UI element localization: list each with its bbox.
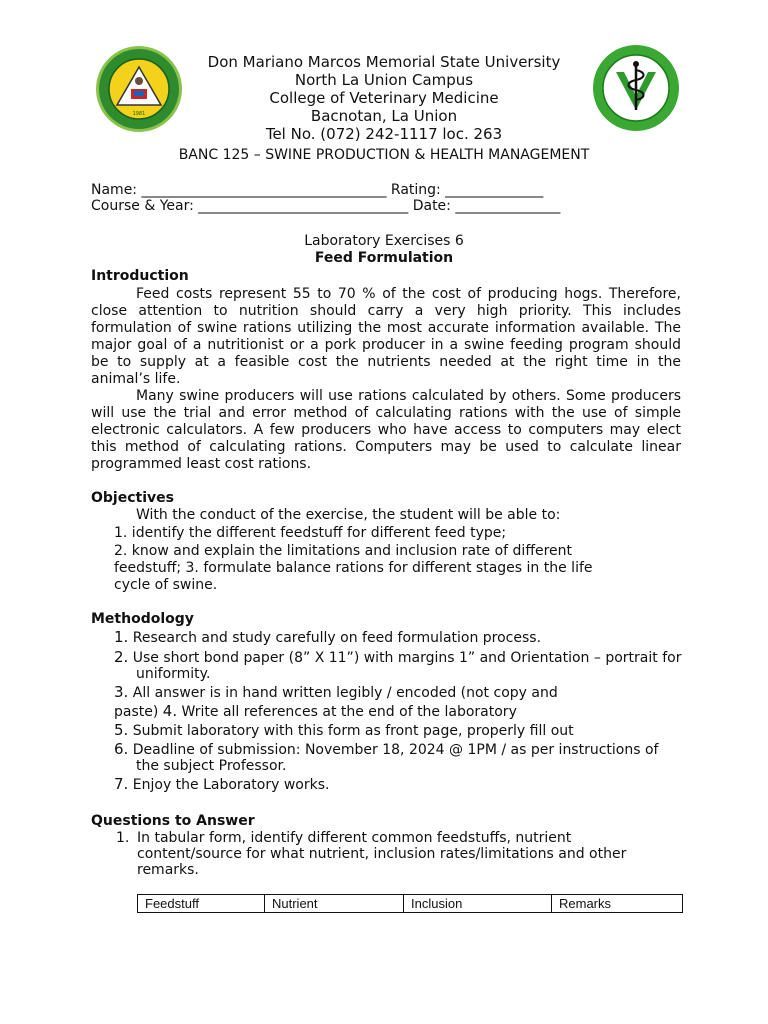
objectives-intro: With the conduct of the exercise, the student will be able to: xyxy=(136,507,561,523)
methodology-item-4 xyxy=(114,703,517,721)
question-line: remarks. xyxy=(137,862,199,878)
exercise-title: Feed Formulation xyxy=(314,250,454,266)
methodology-item-2-continued: uniformity. xyxy=(136,666,211,682)
objective-line: 2. know and explain the limitations and inclusion rate of different xyxy=(114,543,573,559)
introduction-heading: Introduction xyxy=(91,268,189,284)
table-header-cell: Inclusion xyxy=(404,895,552,913)
name-rating-field[interactable]: Name: ___________________________________ Rating: ______________ xyxy=(91,182,544,198)
introduction-paragraph-2: Many swine producers will use rations calculated by others. Some producers will use the trial and error method of calculating rations with the use of simple electronic calculators. A few producers who have access to computers may elect this method of calculating rations. Computers may be used to calculate linear programmed least cost rations. xyxy=(91,388,681,472)
methodology-item-7 xyxy=(114,776,329,794)
methodology-item-6-continued: the subject Professor. xyxy=(136,758,287,774)
item-text: Enjoy the Laboratory works. xyxy=(132,777,330,793)
methodology-item-1 xyxy=(114,629,541,647)
campus-name: North La Union Campus xyxy=(294,71,474,89)
table-header-cell: Nutrient xyxy=(265,895,404,913)
questions-heading: Questions to Answer xyxy=(91,813,255,829)
exercise-number: Laboratory Exercises 6 xyxy=(304,233,464,249)
svg-text:1981: 1981 xyxy=(132,111,146,117)
objective-line: feedstuff; 3. formulate balance rations for different stages in the life xyxy=(114,560,593,576)
item-text: Deadline of submission: November 18, 2024 @ 1PM / as per instructions of xyxy=(132,742,659,758)
table-header-cell: Remarks xyxy=(552,895,683,913)
objective-line: 1. identify the different feedstuff for different feed type; xyxy=(114,525,507,541)
item-text: All answer is in hand written legibly / encoded (not copy and xyxy=(132,685,558,701)
university-name: Don Mariano Marcos Memorial State University xyxy=(207,53,561,71)
question-number: 1. xyxy=(116,830,130,846)
methodology-heading: Methodology xyxy=(91,611,194,627)
item-number: 2. xyxy=(114,648,129,666)
feedstuff-table xyxy=(137,894,683,913)
location: Bacnotan, La Union xyxy=(310,107,458,125)
objective-line: cycle of swine. xyxy=(114,577,218,593)
item-text: Use short bond paper (8” X 11”) with margins 1” and Orientation – portrait for xyxy=(132,650,682,666)
item-prefix: paste) xyxy=(114,704,159,720)
question-line: In tabular form, identify different common feedstuffs, nutrient xyxy=(137,830,572,846)
question-line: content/source for what nutrient, inclusion rates/limitations and other xyxy=(137,846,627,862)
item-number: 7. xyxy=(114,775,129,793)
methodology-item-3 xyxy=(114,684,558,702)
course-date-field[interactable]: Course & Year: ______________________________ Date: _______________ xyxy=(91,198,561,214)
methodology-item-2 xyxy=(114,649,681,667)
item-text: Research and study carefully on feed formulation process. xyxy=(132,630,542,646)
introduction-paragraph-1: Feed costs represent 55 to 70 % of the cost of producing hogs. Therefore, close attention to nutrition should carry a very high priority. This includes formulation of swine rations utilizing the most accurate information available. The major goal of a nutritionist or a pork producer in a swine feeding program should be to supply at a feasible cost the nutrients needed at the right time in the animal’s life. xyxy=(91,286,681,387)
item-text: Submit laboratory with this form as front page, properly fill out xyxy=(132,723,574,739)
item-text: Write all references at the end of the laboratory xyxy=(181,704,517,720)
table-header-cell: Feedstuff xyxy=(138,895,265,913)
table-header-row xyxy=(138,895,683,913)
college-name: College of Veterinary Medicine xyxy=(269,89,499,107)
item-number: 4. xyxy=(162,702,178,720)
item-number: 5. xyxy=(114,721,129,739)
objectives-heading: Objectives xyxy=(91,490,174,506)
item-number: 3. xyxy=(114,683,129,701)
methodology-item-6 xyxy=(114,741,658,759)
telephone: Tel No. (072) 242-1117 loc. 263 xyxy=(265,125,503,143)
item-number: 1. xyxy=(114,628,129,646)
methodology-item-5 xyxy=(114,722,574,740)
course-title: BANC 125 – SWINE PRODUCTION & HEALTH MANAGEMENT xyxy=(178,147,590,163)
item-number: 6. xyxy=(114,740,129,758)
